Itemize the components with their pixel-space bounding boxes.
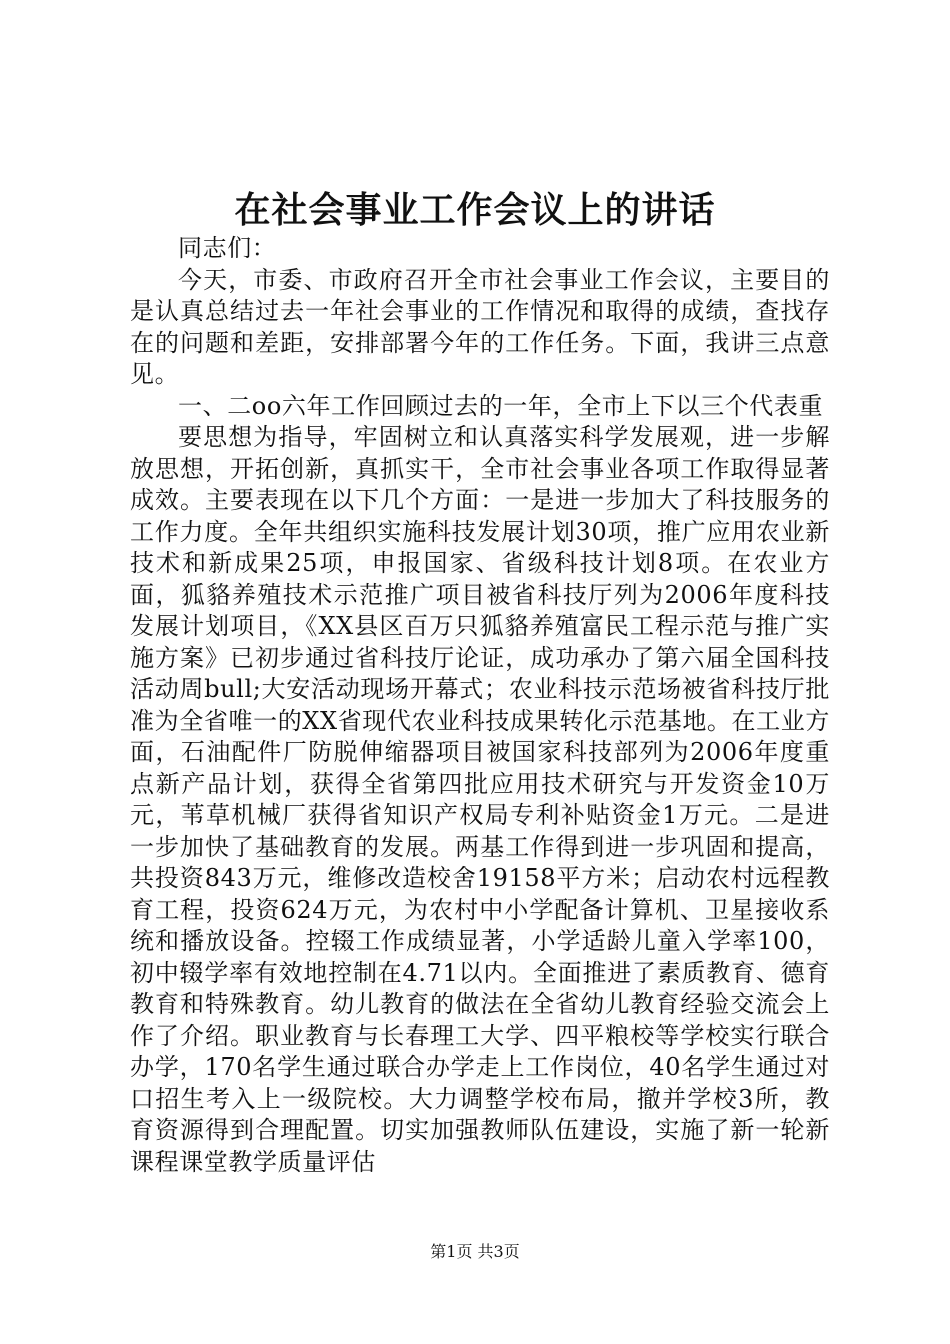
body-paragraph: 一、二oo六年工作回顾过去的一年，全市上下以三个代表重 xyxy=(178,391,824,420)
body-paragraph: 要思想为指导，牢固树立和认真落实科学发展观，进一步解放思想，开拓创新，真抓实干，全市社会事业各项工作取得显著成效。主要表现在以下几个方面：一是进一步加大了科技服务的工作力度。全年共组织实施科技发展计划30项，推广应用农业新技术和新成果25项，申报国家、省级科技计划8项。在农业方面，狐貉养殖技术示范推广项目被省科技厅列为2006年度科技发展计划项目，《XX县区百万只狐貉养殖富民工程示范与推广实施方案》已初步通过省科技厅论证，成功承办了第六届全国科技活动周bull;大安活动现场开幕式；农业科技示范场被省科技厅批准为全省唯一的XX省现代农业科技成果转化示范基地。在工业方面，石油配件厂防脱伸缩器项目被国家科技部列为2006年度重点新产品计划，获得全省第四批应用技术研究与开发资金10万元，苇草机械厂获得省知识产权局专利补贴资金1万元。二是进一步加快了基础教育的发展。两基工作得到进一步巩固和提高，共投资843万元，维修改造校舍19158平方米；启动农村远程教育工程，投资624万元，为农村中小学配备计算机、卫星接收系统和播放设备。控辍工作成绩显著，小学适龄儿童入学率100，初中辍学率有效地控制在4.71以内。全面推进了素质教育、德育教育和特殊教育。幼儿教育的做法在全省幼儿教育经验交流会上作了介绍。职业教育与长春理工大学、四平粮校等学校实行联合办学，170名学生通过联合办学走上工作岗位，40名学生通过对口招生考入上一级院校。大力调整学校布局，撤并学校3所，教育资源得到合理配置。切实加强教师队伍建设，实施了新一轮新课程课堂教学质量评估 xyxy=(130,423,830,1176)
document-body xyxy=(130,233,830,1178)
document-title: 在社会事业工作会议上的讲话 xyxy=(234,189,716,231)
salutation-paragraph: 同志们： xyxy=(178,234,277,262)
body-paragraph: 今天，市委、市政府召开全市社会事业工作会议，主要目的是认真总结过去一年社会事业的工作情况和取得的成绩，查找存在的问题和差距，安排部署今年的工作任务。下面，我讲三点意见。 xyxy=(130,265,830,388)
page-number-footer: 第1页 共3页 xyxy=(430,1242,520,1261)
